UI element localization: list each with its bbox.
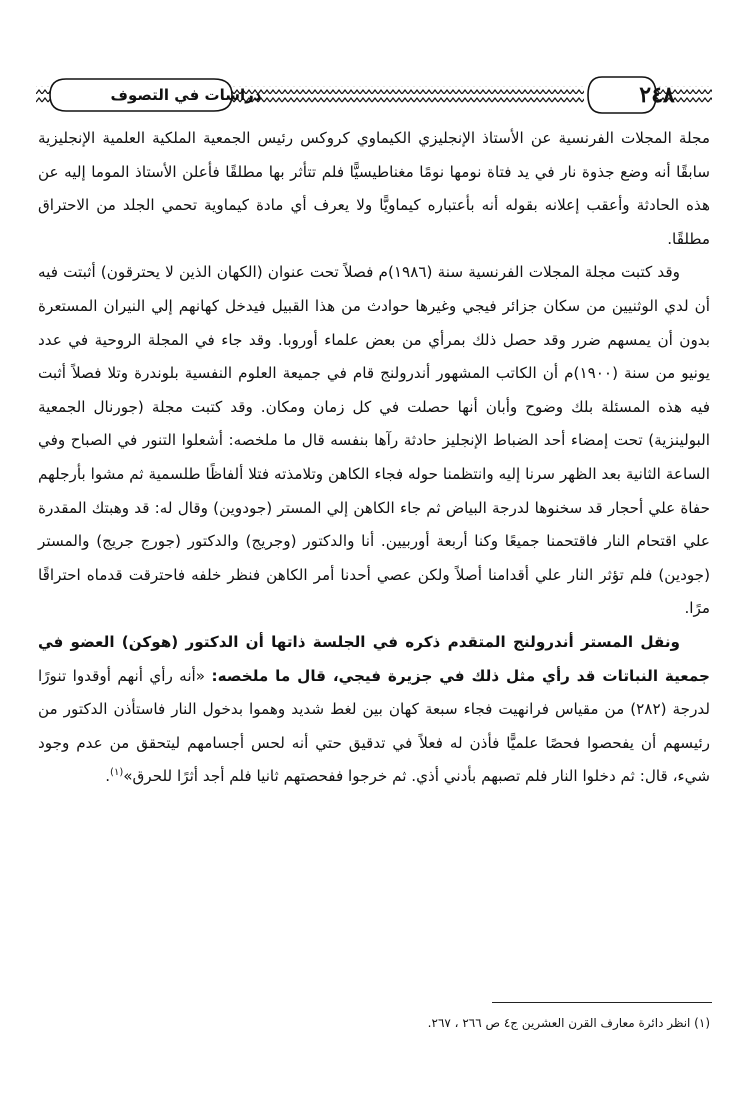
running-title: دراسات في التصوف [110,86,262,104]
paragraph-1: مجلة المجلات الفرنسية عن الأستاذ الإنجليزي الكيماوي كروكس رئيس الجمعية الملكية العلمية الإنجليزية سابقًا أنه وضع جذوة نار في يد فتاة نومها نومًا مغناطيسيًّا فلم تتأثر بها مطلقًا فأعلن الأستاذ الموما إليه عن هذه الحادثة وأعقب إعلانه بقوله أنه بأعتباره كيماويًّا ولا يعرف أي مادة كيماوية تحمي الجلد من الاحتراق مطلقًا. [38,129,710,248]
footnote-reference[interactable]: (١) [110,767,124,779]
footnote: (١) انظر دائرة معارف القرن العشرين ج٤ ص ٢٦٦ ، ٢٦٧. [427,1016,710,1030]
page-header [36,72,712,118]
quote-end: . [105,767,111,786]
bold-intro: ونقل المستر أندرولنج المتقدم ذكره في الجلسة ذاتها أن الدكتور (هوكن) العضو في جمعية النباتات قد رأي مثل ذلك في جزيرة فيجي، قال ما ملخصه: [38,632,711,685]
quote-text: «أنه رأي أنهم أوقدوا تنورًا لدرجة (٢٨٢) من مقياس فرانهيت فجاء سبعة كهان بين لغط شديد وهموا بدخول النار فاستأذن الدكتور من رئيسهم أن يفحصوا فحصًا علميًّا فأذن له فعلاً في تدقيق حتي أنه لحس أجسامهم ليتحقق من عدم وجود شيء، قال: ثم دخلوا النار فلم تصبهم بأدني أذي. ثم خرجوا ففحصتهم ثانيا فلم أجد أثرًا للحرق» [38,666,711,786]
page-number: ٢٤٨ [639,82,675,108]
paragraph-2: وقد كتبت مجلة المجلات الفرنسية سنة (١٩٨٦)م فصلاً تحت عنوان (الكهان الذين لا يحترقون) أثبتت فيه أن لدي الوثنيين من سكان جزائر فيجي وغيرها حوادث من هذا القبيل فيدخل كهانهم إلي النيران المستعرة بدون أن يمسهم ضرر وقد حصل ذلك بمرأي من بعض علماء أوروبا. وقد جاء في المجلة الروحية في عدد يونيو من سنة (١٩٠٠)م أن الكاتب المشهور أندرولنج قام في جميعة العلوم النفسية بلوندرة وتلا فصلاً أثبت فيه هذه المسئلة بلك وضوح وأبان أنها حصلت في كل زمان ومكان. وقد كتبت مجلة (جورنال الجمعية البولينزية) تحت إمضاء أحد الضباط الإنجليز حادثة رآها بنفسه قال ما ملخصه: أشعلوا التنور في الصباح وفي الساعة الثانية بعد الظهر سرنا إليه وانتظمنا حوله فجاء الكاهن وتلامذته فتلا ألفاظًا طلسمية ثم مشوا بأرجلهم حفاة علي أحجار قد سخنوها لدرجة البياض ثم جاء الكاهن إلي المستر (جودوين) وقال له: قد وهبتك المقدرة علي اقتحام النار فاقتحمنا جميعًا وكنا أربعة أوربيين. أنا والدكتور (وجريج) والدكتور (جورج جريج) والمستر (جودين) فلم تؤثر النار علي أقدامنا أصلاً ولكن عصي أحدنا أمر الكاهن فنظر خلفه فاحترقت قدماه احتراقًا مرًا. [38,263,710,618]
main-text [38,122,710,794]
paragraph-3 [38,626,710,794]
footnote-divider [492,1002,712,1003]
